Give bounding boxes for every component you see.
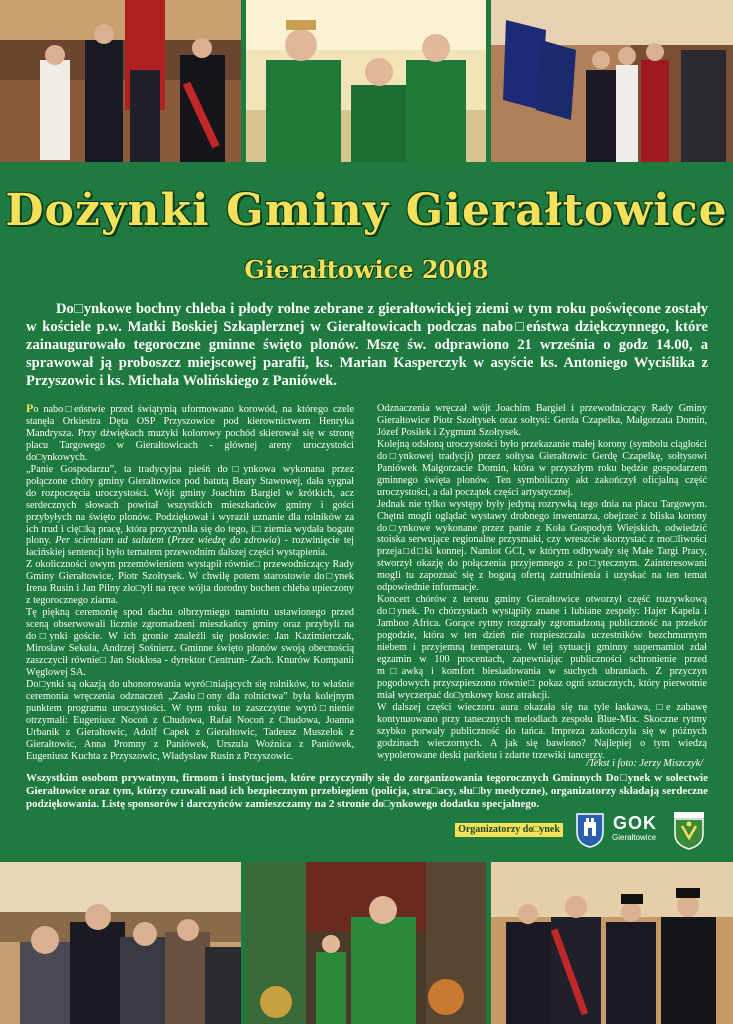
village-crest-icon [672,812,706,850]
right-paragraph: Koncert chórów z terenu gminy Gierałtowice otworzył część rozrywkową do□ynek. Po chórzystach wystąpiły znane i lubiane zespoły: Hajer Kapela i Jamboo Africa. Gorące rytmy rozgrzały zgromadzoną publiczność na przekór pogodzie, która w ten dzień nie rozpieszczała uczestników bezchmurnym niebem i przyjemną temperaturą. W tej sytuacji gminny supernamiot zdał egzamin w 100 procentach, zapewniając publiczności schronienie przed m□awką i komfort biesiadowania w suchych ubraniach. Z przyczyn pogodowych przyszpieszono równie□ pokaz ogni sztucznych, który pierwotnie miał wyczerpać do□ynkowy kosz atrakcji. [377,594,707,701]
page-title: Dożynki Gminy Gierałtowice [5,185,728,236]
photo-miners-uniform [491,862,733,1024]
left-paragraph: Do□ynki są okazją do uhonorowania wyró□niających się rolników, to właśnie ceremonia wręczenia odznaczeń „Zasłu□ony dla rolnictwa” była kolejnym punktem programu uroczystości. W tym roku to zaszczytne wyró□nienie otrzymali: Eugeniusz Nocoń z Chudowa, Rafał Nocoń z Chudowa, Joanna Urbanik z Gierałtowic, Adolf Capek z Gierałtowic, Tadeusz Muszelok z Gierałtowic, Anna Promny z Paniówek, Urszula Woźnica z Paniówek, Eugeniusz Kuchta z Przyszowic, Władysław Rusin z Przyszowic. [26,678,354,762]
photo-credit: /Tekst i foto: Jerzy Miszczyk/ [586,758,703,769]
latin-motto: Per scientiam ad salutem [55,535,164,547]
photo-congregation [0,862,241,1024]
photo-priest-blessing [246,862,486,1024]
right-paragraph: Jednak nie tylko występy były jedyną rozrywką tego dnia na placu Targowym. Chętni mogli oglądać wystawy drobnego inwentarza, obejrzeć z bliska korony do□ynkowe wykonane przez panie z Koła Gospodyń Wiejskich, odwiedzić stoiska serwujące regionalne przysmaki, czy wreszcie skorzystać z mo□liwości przeja□d□ki konnej. Namiot GCI, w którym odbywały się Małe Targi Pracy, stworzył okazję do połączenia przyjemnego z po□ytecznym. Zainteresowani mogli tu zapoznać się z bogatą ofertą zatrudnienia i uzyskać na ten temat odpowiednie informacje. [377,498,707,594]
left-paragraph: „Panie Gospodarzu”, ta tradycyjna pieśń do□ynkowa wykonana przez połączone chóry gminy Gierałtowice pod batutą Beaty Stawowej, dała sygnał do rozpoczęcia uroczystości. Wójt gminy Joachim Bargiel w krótkich, acz serdecznych słowach powitał wszystkich mieszkańców gminy i gości przybyłych na święto plonów. Podziękował i wyraził uznanie dla rolników za ich trud i cię□ką pracę, która przyczyniła się do tego, i□ ziemia wydała bogate plony. Per scientiam ad salutem (Przez wiedzę do zdrowia) - rozwinięcie tej łacińskiej sentencji było tematem przewodnim dalszej części wystąpienia. [26,463,354,559]
latin-translation: Przez wiedzę do zdrowia [171,535,277,547]
left-text-1: o nabo□eństwie przed świątynią uformowano korowód, na którego czele stanęła Orkiestra Dęta OSP Przyszowice pod kierownictwem Henryka Mandrysza. Przy dźwiękach muzyki kolorowy pochód skierował się w stronę placu Targowego w Gierałtowicach - głównej areny uroczystości do□ynkowych. [26,404,354,463]
left-paragraph: Tę piękną ceremonię spod dachu olbrzymiego namiotu ustawionego przed sceną obserwowali licznie zgromadzeni mieszkańcy gminy oraz przybyli na do□ynki goście. W ich gronie znaleźli się posłowie: Jan Kazimierczak, Mirosław Sekuła, Andrzej Sośnierz. Gminne święto plonów swoją obecnością zaszczycił równie□ Jan Stokłosa - dyrektor Centrum- Zach. Knurów Kompanii Węglowej SA. [26,607,354,678]
thanks-note: Wszystkim osobom prywatnym, firmom i instytucjom, które przyczyniły się do zorganizowania tegorocznych Gminnych Do□ynek w sołectwie Gierałtowice oraz tym, którzy czuwali nad ich bezpiecznym przebiegiem (policja, stra□acy, słu□by medyczne), organizatorzy składają serdeczne podziękowania. Listę sponsorów i darczyńców zamieszczamy na 2 stronie do□ynkowego dodatku specjalnego. [26,772,708,810]
left-paragraph: Z okoliczności owym przemówieniem wystąpił równie□ przewodniczący Rady Gminy Gierałtowice, Piotr Szołtysek. W chwilę potem starostowie do□ynek Irena Rusin i Jan Pilny zło□yli na ręce wójta dorodny bochen chleba upieczony z tegorocznego ziarna. [26,559,354,607]
gmina-crest-icon [575,812,605,848]
photo-priests-altar [246,0,486,162]
left-text-2: „Panie Gospodarzu”, ta tradycyjna pieśń do□ynkowa wykonana przez połączone chóry gminy Gierałtowice pod batutą Beaty Stawowej, dała sygnał do rozpoczęcia uroczystości. Wójt gminy Joachim Bargiel w krótkich, acz serdecznych słowach powitał wszystkich mieszkańców gminy i gości przybyłych na święto plonów. Podziękował i wyraził uznanie dla rolników za ich trud i cię□ką pracę, która przyczyniła się do tego, i□ ziemia wydała bogate plony. [26,463,354,547]
article-right-column [377,403,707,762]
gok-logo-subtext: Gierałtowice [612,833,657,842]
photo-procession-flags [0,0,241,162]
photo-banners-church [491,0,733,162]
left-paragraph [26,403,354,464]
dropcap: P [26,401,34,415]
gok-logo-text: GOK [613,813,658,833]
lead-paragraph [26,300,708,390]
article-left-column [26,403,354,763]
latin-suffix: - rozwinięcie tej łacińskiej sentencji było tematem przewodnim dalszej części wystąpienia. [26,535,354,559]
right-paragraph: Odznaczenia wręczał wójt Joachim Bargiel i przewodniczący Rady Gminy Gierałtowice Piotr Szołtysek oraz sołtysi: Gerda Czapelka, Małgorzata Domin, Józef Posiłek i Zygmunt Szołtysek. [377,403,707,438]
lead-text: Do□ynkowe bochny chleba i płody rolne zebrane z gierałtowickjej ziemi w tym roku poświęcone zostały w kościele p.w. Matki Boskiej Szkaplerznej w Gierałtowicach podczas nabo□eństwa dziękczynnego, które zainaugurowało tegoroczne gminne święto plonów. Mszę św. odprawiono 21 września o godz 14.00, a sprawował ją proboszcz miejscowej parafii, ks. Marian Kasperczyk w asyście ks. Antoniego Wyciślika z Przyszowic i ks. Michała Wolińskiego z Paniówek. [26,301,708,389]
organizers-label: Organizatorzy do□ynek [455,823,563,837]
right-paragraph: W dalszej części wieczoru aura okazała się na tyle łaskawa, □e zabawę kontynuowano przy tanecznych melodiach zespołu Blue-Mix. Skoczne rytmy szybko porwały publiczność do tańca. Impreza zakończyła się w późnych godzinach wieczornych. A jak się bawiono? Najlepiej o tym wiedzą wypolerowane deski parkietu i zdarte trzewiki tancerzy. [377,701,707,761]
page-subtitle: Gierałtowice 2008 [244,255,489,284]
right-paragraph: Kolejną odsłoną uroczystości było przekazanie małej korony (symbolu ciągłości do□ynkowej tradycji) przez sołtysa Gierałtowic Gerdę Czapelkę, sołtysowi Paniówek Małgorzacie Domin, która w przyszłym roku będzie gospodarzem gminnego święta plonów. Ten symboliczny akt zakończył oficjalną część uroczystości, a dał początek części artystycznej. [377,438,707,498]
